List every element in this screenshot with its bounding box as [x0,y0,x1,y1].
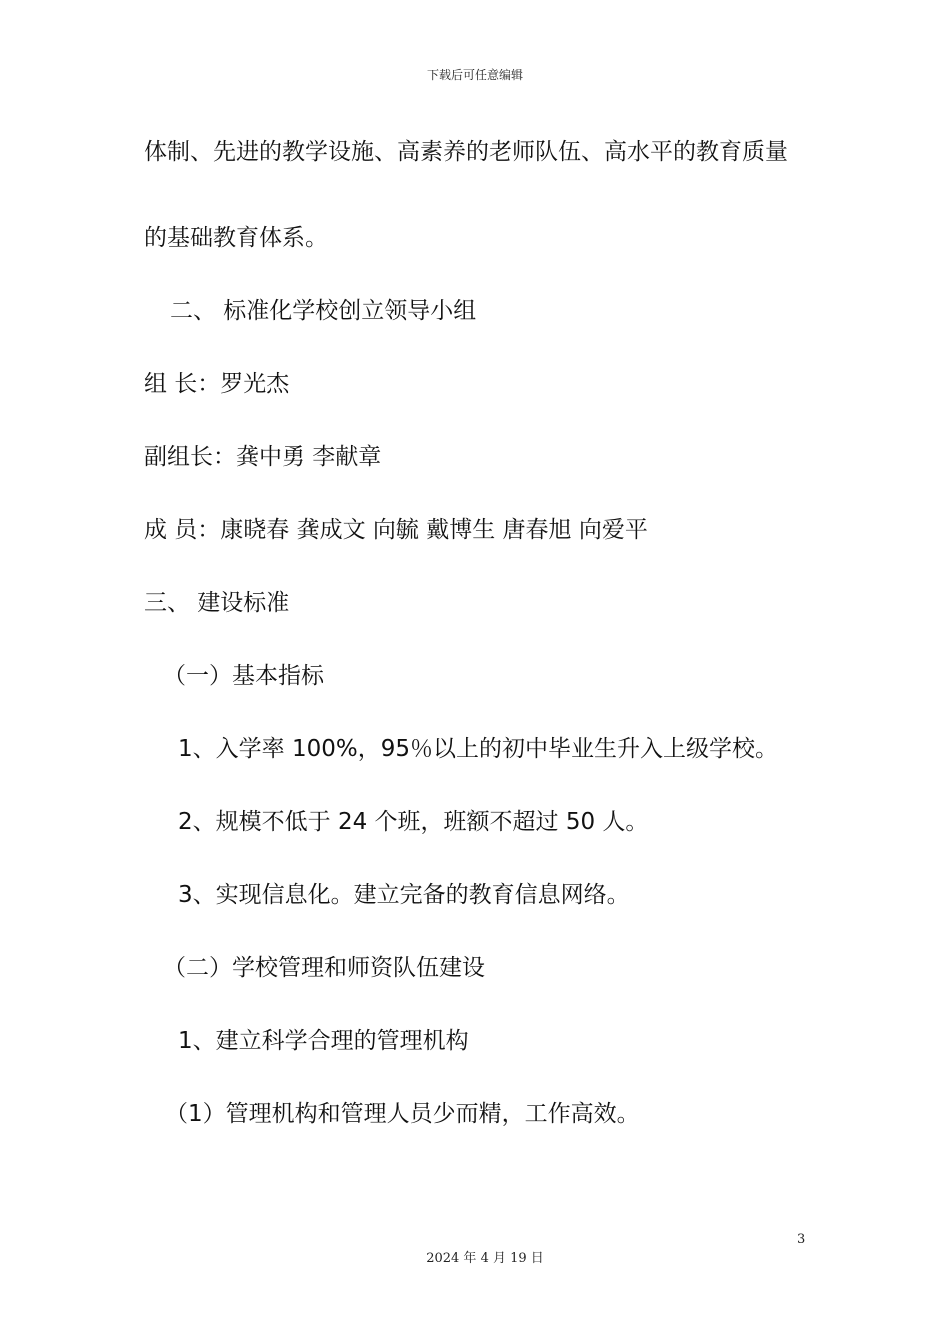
indicator-item-2: 2、规模不低于 24 个班，班额不超过 50 人。 [178,809,649,835]
footer-date: 2024 年 4 月 19 日 [426,1251,544,1266]
page-header: 下载后可任意编辑 [426,68,523,82]
members-line: 成 员：康晓春 龚成文 向毓 戴博生 唐春旭 向爱平 [144,517,648,543]
body-line-1: 体制、先进的教学设施、高素养的老师队伍、高水平的教育质量 [144,139,788,165]
section-heading-2: 二、 标准化学校创立领导小组 [170,298,477,324]
team-leader-line: 组 长：罗光杰 [144,371,290,397]
management-subitem-1: （1）管理机构和管理人员少而精，工作高效。 [165,1101,640,1127]
section-heading-3: 三、 建设标准 [144,590,290,616]
body-line-2: 的基础教育体系。 [144,225,328,251]
indicator-item-1: 1、入学率 100%，95％以上的初中毕业生升入上级学校。 [178,736,778,762]
indicator-item-3: 3、实现信息化。建立完备的教育信息网络。 [178,882,630,908]
subsection-heading-2: （二）学校管理和师资队伍建设 [163,955,485,981]
deputy-leader-line: 副组长：龚中勇 李献章 [144,444,382,470]
management-item-1: 1、建立科学合理的管理机构 [178,1028,469,1054]
subsection-heading-1: （一）基本指标 [163,663,324,689]
page-number: 3 [797,1232,806,1247]
